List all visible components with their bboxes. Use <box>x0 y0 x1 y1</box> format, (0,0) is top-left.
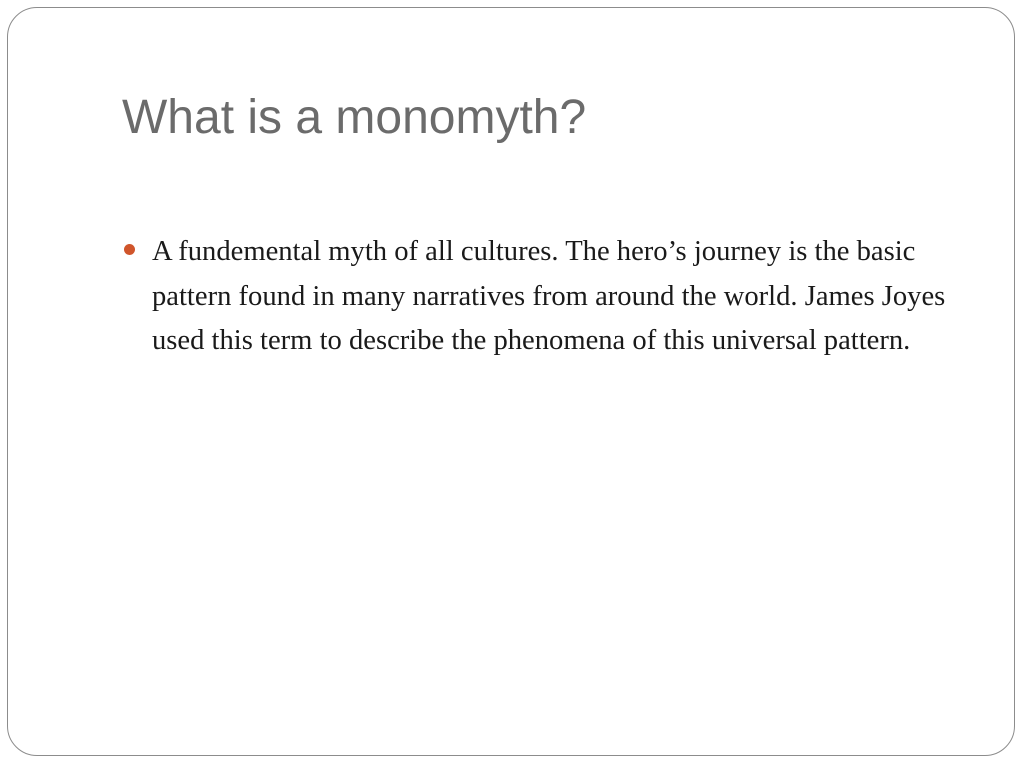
bullet-dot-icon <box>124 244 135 255</box>
slide-title: What is a monomyth? <box>122 91 587 144</box>
bullet-text: A fundemental myth of all cultures. The hero’s journey is the basic pattern found in many narratives from around the world. James Joyes used this term to describe the phenomena of this universal pattern. <box>152 236 946 356</box>
slide <box>7 7 1015 756</box>
bullet-item <box>152 230 982 364</box>
bullet-list <box>152 230 982 364</box>
